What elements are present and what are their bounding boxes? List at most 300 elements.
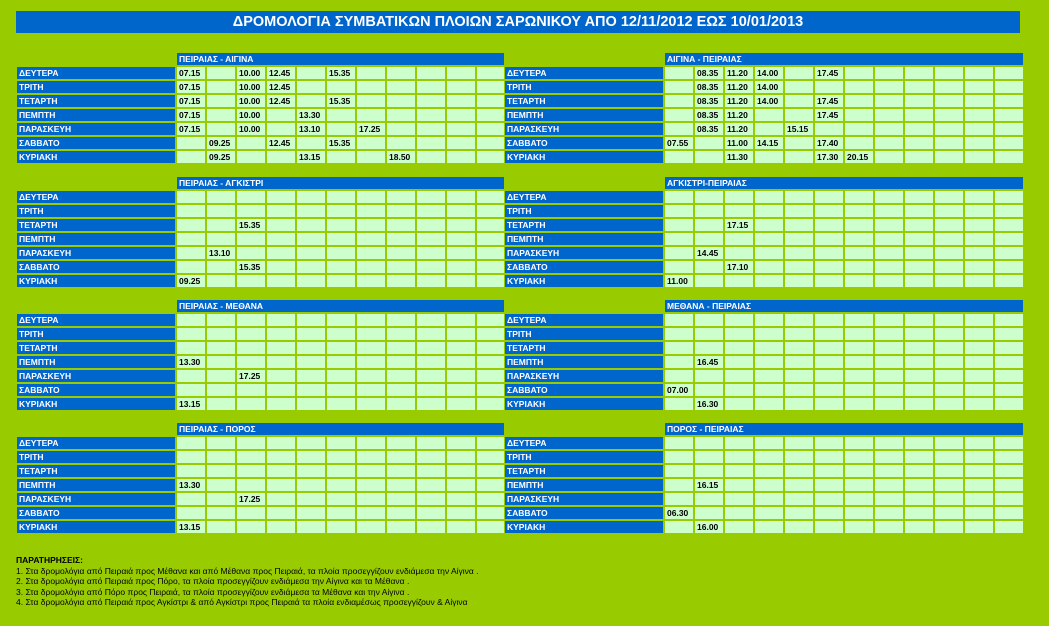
time-cell <box>326 108 356 122</box>
day-label: ΤΕΤΑΡΤΗ <box>16 464 176 478</box>
time-cell <box>664 341 694 355</box>
table-row <box>16 260 506 274</box>
time-cell <box>784 341 814 355</box>
time-cell <box>476 246 506 260</box>
time-cell: 14.15 <box>754 136 784 150</box>
time-cell <box>904 369 934 383</box>
table-row <box>504 190 1024 204</box>
time-cell <box>904 80 934 94</box>
day-label: ΚΥΡΙΑΚΗ <box>504 520 664 534</box>
table-row <box>504 108 1024 122</box>
time-cell <box>326 450 356 464</box>
time-cell <box>844 108 874 122</box>
time-cell <box>386 204 416 218</box>
time-cell: 17.25 <box>236 369 266 383</box>
time-cell <box>904 492 934 506</box>
time-cell <box>416 122 446 136</box>
time-cell: 12.45 <box>266 80 296 94</box>
time-cell <box>664 94 694 108</box>
time-cell <box>724 355 754 369</box>
time-cell <box>356 218 386 232</box>
day-label: ΚΥΡΙΑΚΗ <box>16 520 176 534</box>
schedule-table <box>504 52 1024 164</box>
time-cell <box>664 355 694 369</box>
time-cell <box>874 218 904 232</box>
time-cell <box>844 204 874 218</box>
time-cell <box>326 383 356 397</box>
time-cell <box>724 341 754 355</box>
time-cell <box>266 492 296 506</box>
table-row <box>504 436 1024 450</box>
schedule-table <box>504 422 1024 534</box>
time-cell <box>964 218 994 232</box>
time-cell <box>994 94 1024 108</box>
day-label: ΠΕΜΠΤΗ <box>16 108 176 122</box>
time-cell <box>904 246 934 260</box>
table-row <box>16 218 506 232</box>
time-cell <box>994 313 1024 327</box>
time-cell <box>326 260 356 274</box>
time-cell <box>784 520 814 534</box>
time-cell <box>446 313 476 327</box>
time-cell <box>814 232 844 246</box>
time-cell <box>844 450 874 464</box>
table-row <box>16 80 506 94</box>
time-cell <box>326 341 356 355</box>
table-row <box>16 246 506 260</box>
time-cell <box>266 436 296 450</box>
time-cell: 11.20 <box>724 108 754 122</box>
time-cell <box>844 369 874 383</box>
time-cell <box>904 313 934 327</box>
time-cell <box>814 260 844 274</box>
time-cell <box>326 520 356 534</box>
time-cell <box>356 232 386 246</box>
time-cell <box>176 232 206 246</box>
day-label: ΤΕΤΑΡΤΗ <box>16 94 176 108</box>
time-cell <box>904 397 934 411</box>
schedule-table <box>16 299 506 411</box>
time-cell: 10.00 <box>236 66 266 80</box>
time-cell: 12.45 <box>266 136 296 150</box>
time-cell <box>416 369 446 383</box>
time-cell <box>754 450 784 464</box>
time-cell <box>934 341 964 355</box>
time-cell <box>386 218 416 232</box>
time-cell <box>784 80 814 94</box>
time-cell <box>904 136 934 150</box>
time-cell <box>784 369 814 383</box>
time-cell <box>964 436 994 450</box>
time-cell <box>784 450 814 464</box>
time-cell <box>476 80 506 94</box>
time-cell <box>176 136 206 150</box>
time-cell: 16.15 <box>694 478 724 492</box>
time-cell <box>934 204 964 218</box>
table-row <box>504 274 1024 288</box>
time-cell <box>934 383 964 397</box>
table-row <box>504 80 1024 94</box>
time-cell <box>236 327 266 341</box>
day-label: ΚΥΡΙΑΚΗ <box>16 150 176 164</box>
time-cell <box>266 355 296 369</box>
time-cell <box>476 313 506 327</box>
time-cell <box>266 450 296 464</box>
time-cell <box>386 341 416 355</box>
time-cell <box>874 450 904 464</box>
time-cell: 08.35 <box>694 108 724 122</box>
time-cell: 13.15 <box>176 397 206 411</box>
time-cell <box>206 204 236 218</box>
time-cell <box>784 397 814 411</box>
route-header: ΑΙΓΙΝΑ - ΠΕΙΡΑΙΑΣ <box>664 52 1024 66</box>
time-cell: 07.00 <box>664 383 694 397</box>
time-cell <box>874 122 904 136</box>
time-cell <box>296 397 326 411</box>
day-label: ΤΕΤΑΡΤΗ <box>16 341 176 355</box>
time-cell <box>754 492 784 506</box>
table-row <box>16 190 506 204</box>
time-cell <box>476 464 506 478</box>
time-cell <box>386 190 416 204</box>
time-cell: 08.35 <box>694 66 724 80</box>
time-cell <box>934 355 964 369</box>
time-cell <box>386 313 416 327</box>
time-cell <box>326 436 356 450</box>
time-cell <box>266 464 296 478</box>
time-cell <box>844 218 874 232</box>
day-label: ΣΑΒΒΑΤΟ <box>504 260 664 274</box>
time-cell <box>814 464 844 478</box>
time-cell <box>206 108 236 122</box>
day-label: ΚΥΡΙΑΚΗ <box>16 274 176 288</box>
time-cell: 07.15 <box>176 122 206 136</box>
time-cell <box>664 122 694 136</box>
time-cell <box>206 66 236 80</box>
table-row <box>16 204 506 218</box>
time-cell <box>476 94 506 108</box>
day-label: ΠΑΡΑΣΚΕΥΗ <box>16 492 176 506</box>
time-cell <box>964 492 994 506</box>
time-cell <box>476 218 506 232</box>
time-cell <box>694 190 724 204</box>
time-cell: 17.25 <box>356 122 386 136</box>
time-cell <box>754 218 784 232</box>
time-cell <box>904 190 934 204</box>
time-cell: 13.30 <box>176 355 206 369</box>
time-cell <box>296 341 326 355</box>
time-cell <box>994 80 1024 94</box>
table-row <box>16 66 506 80</box>
time-cell <box>386 520 416 534</box>
time-cell <box>904 327 934 341</box>
time-cell <box>266 232 296 246</box>
time-cell: 08.35 <box>694 80 724 94</box>
time-cell <box>206 80 236 94</box>
time-cell <box>964 450 994 464</box>
time-cell <box>724 464 754 478</box>
time-cell <box>694 136 724 150</box>
time-cell <box>844 383 874 397</box>
time-cell <box>754 204 784 218</box>
time-cell <box>266 397 296 411</box>
time-cell <box>844 478 874 492</box>
time-cell: 10.00 <box>236 122 266 136</box>
time-cell: 07.15 <box>176 94 206 108</box>
time-cell <box>664 397 694 411</box>
day-label: ΤΡΙΤΗ <box>16 80 176 94</box>
time-cell <box>266 313 296 327</box>
time-cell <box>694 260 724 274</box>
time-cell <box>994 436 1024 450</box>
table-row <box>16 313 506 327</box>
time-cell <box>844 397 874 411</box>
time-cell <box>446 218 476 232</box>
time-cell <box>356 397 386 411</box>
time-cell <box>236 478 266 492</box>
time-cell <box>934 450 964 464</box>
time-cell <box>844 436 874 450</box>
time-cell <box>994 108 1024 122</box>
time-cell <box>386 383 416 397</box>
day-label: ΠΑΡΑΣΚΕΥΗ <box>16 246 176 260</box>
time-cell <box>176 313 206 327</box>
time-cell <box>416 218 446 232</box>
table-row <box>16 436 506 450</box>
time-cell <box>814 246 844 260</box>
time-cell <box>206 520 236 534</box>
time-cell <box>236 355 266 369</box>
time-cell <box>356 520 386 534</box>
time-cell <box>386 450 416 464</box>
table-row <box>504 397 1024 411</box>
time-cell <box>266 204 296 218</box>
time-cell <box>296 218 326 232</box>
table-row <box>16 136 506 150</box>
time-cell <box>844 327 874 341</box>
time-cell <box>386 464 416 478</box>
time-cell <box>386 478 416 492</box>
day-label: ΚΥΡΙΑΚΗ <box>16 397 176 411</box>
time-cell <box>446 232 476 246</box>
time-cell <box>784 66 814 80</box>
time-cell <box>446 506 476 520</box>
time-cell <box>964 260 994 274</box>
day-label: ΣΑΒΒΑΤΟ <box>504 383 664 397</box>
time-cell <box>874 94 904 108</box>
time-cell <box>326 397 356 411</box>
time-cell <box>236 520 266 534</box>
day-label: ΚΥΡΙΑΚΗ <box>504 150 664 164</box>
note-item: 1. Στα δρομολόγια από Πειραιά προς Μέθανα και από Μέθανα προς Πειραιά, τα πλοία προσεγγίζουν ενδιάμεσα την Αίγινα . <box>16 565 479 576</box>
time-cell <box>664 464 694 478</box>
time-cell <box>934 218 964 232</box>
time-cell <box>386 436 416 450</box>
time-cell <box>904 355 934 369</box>
time-cell <box>784 260 814 274</box>
time-cell <box>994 450 1024 464</box>
time-cell <box>326 122 356 136</box>
time-cell <box>206 232 236 246</box>
time-cell <box>356 492 386 506</box>
time-cell <box>356 260 386 274</box>
time-cell <box>844 66 874 80</box>
time-cell <box>386 492 416 506</box>
table-row <box>16 274 506 288</box>
time-cell <box>206 464 236 478</box>
day-label: ΠΕΜΠΤΗ <box>504 355 664 369</box>
time-cell <box>446 204 476 218</box>
time-cell <box>356 204 386 218</box>
time-cell <box>904 520 934 534</box>
time-cell: 07.15 <box>176 108 206 122</box>
time-cell <box>356 190 386 204</box>
time-cell <box>754 478 784 492</box>
time-cell <box>994 464 1024 478</box>
time-cell <box>934 520 964 534</box>
time-cell <box>446 150 476 164</box>
time-cell <box>386 66 416 80</box>
time-cell <box>476 66 506 80</box>
time-cell <box>176 450 206 464</box>
time-cell <box>326 506 356 520</box>
time-cell <box>176 492 206 506</box>
time-cell <box>694 313 724 327</box>
time-cell <box>266 327 296 341</box>
time-cell <box>296 313 326 327</box>
time-cell <box>904 232 934 246</box>
time-cell <box>236 341 266 355</box>
time-cell <box>296 204 326 218</box>
time-cell <box>356 436 386 450</box>
time-cell: 13.30 <box>296 108 326 122</box>
time-cell: 16.30 <box>694 397 724 411</box>
time-cell <box>266 383 296 397</box>
time-cell <box>296 492 326 506</box>
time-cell <box>476 369 506 383</box>
time-cell <box>476 397 506 411</box>
time-cell <box>476 190 506 204</box>
table-row <box>504 464 1024 478</box>
time-cell <box>476 108 506 122</box>
time-cell <box>694 232 724 246</box>
time-cell <box>356 355 386 369</box>
time-cell <box>724 246 754 260</box>
time-cell <box>356 150 386 164</box>
time-cell <box>266 190 296 204</box>
time-cell <box>206 313 236 327</box>
time-cell <box>266 108 296 122</box>
time-cell <box>994 520 1024 534</box>
time-cell <box>964 520 994 534</box>
time-cell: 11.20 <box>724 122 754 136</box>
note-item: 4. Στα δρομολόγια από Πειραιά προς Αγκίστρι & από Αγκίστρι προς Πειραιά τα πλοία ενδιαμέσως προσεγγίζουν & Αίγινα <box>16 597 468 607</box>
time-cell <box>266 506 296 520</box>
time-cell <box>416 246 446 260</box>
time-cell <box>964 246 994 260</box>
time-cell <box>206 341 236 355</box>
table-row <box>16 327 506 341</box>
time-cell <box>664 369 694 383</box>
time-cell: 11.00 <box>664 274 694 288</box>
time-cell <box>266 341 296 355</box>
table-row <box>16 122 506 136</box>
time-cell <box>296 246 326 260</box>
time-cell <box>844 260 874 274</box>
time-cell <box>754 327 784 341</box>
time-cell <box>784 204 814 218</box>
time-cell <box>694 383 724 397</box>
time-cell <box>784 464 814 478</box>
time-cell <box>994 327 1024 341</box>
time-cell <box>934 136 964 150</box>
schedule-table <box>504 176 1024 288</box>
time-cell: 14.45 <box>694 246 724 260</box>
day-label: ΔΕΥΤΕΡΑ <box>504 436 664 450</box>
time-cell <box>754 246 784 260</box>
time-cell <box>934 246 964 260</box>
time-cell <box>874 232 904 246</box>
time-cell <box>664 520 694 534</box>
time-cell <box>206 450 236 464</box>
table-row <box>16 355 506 369</box>
day-label: ΠΕΜΠΤΗ <box>504 108 664 122</box>
time-cell <box>446 246 476 260</box>
time-cell <box>784 313 814 327</box>
time-cell <box>784 150 814 164</box>
table-row <box>504 204 1024 218</box>
time-cell <box>754 190 784 204</box>
time-cell <box>476 327 506 341</box>
time-cell <box>994 397 1024 411</box>
time-cell <box>814 450 844 464</box>
time-cell <box>326 246 356 260</box>
time-cell <box>874 66 904 80</box>
table-row <box>504 66 1024 80</box>
time-cell <box>964 80 994 94</box>
time-cell <box>754 150 784 164</box>
table-row <box>16 341 506 355</box>
time-cell <box>356 341 386 355</box>
time-cell <box>386 122 416 136</box>
time-cell <box>724 450 754 464</box>
time-cell <box>206 122 236 136</box>
time-cell <box>236 313 266 327</box>
time-cell <box>874 506 904 520</box>
time-cell: 08.35 <box>694 122 724 136</box>
time-cell <box>994 478 1024 492</box>
table-row <box>504 355 1024 369</box>
time-cell <box>326 355 356 369</box>
time-cell <box>964 383 994 397</box>
time-cell <box>784 436 814 450</box>
time-cell <box>904 150 934 164</box>
time-cell <box>416 66 446 80</box>
table-row <box>504 136 1024 150</box>
time-cell <box>694 274 724 288</box>
time-cell <box>934 327 964 341</box>
time-cell <box>356 506 386 520</box>
time-cell <box>446 492 476 506</box>
time-cell <box>356 383 386 397</box>
time-cell <box>206 492 236 506</box>
time-cell <box>416 94 446 108</box>
time-cell <box>724 274 754 288</box>
time-cell <box>754 369 784 383</box>
time-cell <box>386 246 416 260</box>
time-cell: 11.20 <box>724 80 754 94</box>
time-cell <box>416 383 446 397</box>
